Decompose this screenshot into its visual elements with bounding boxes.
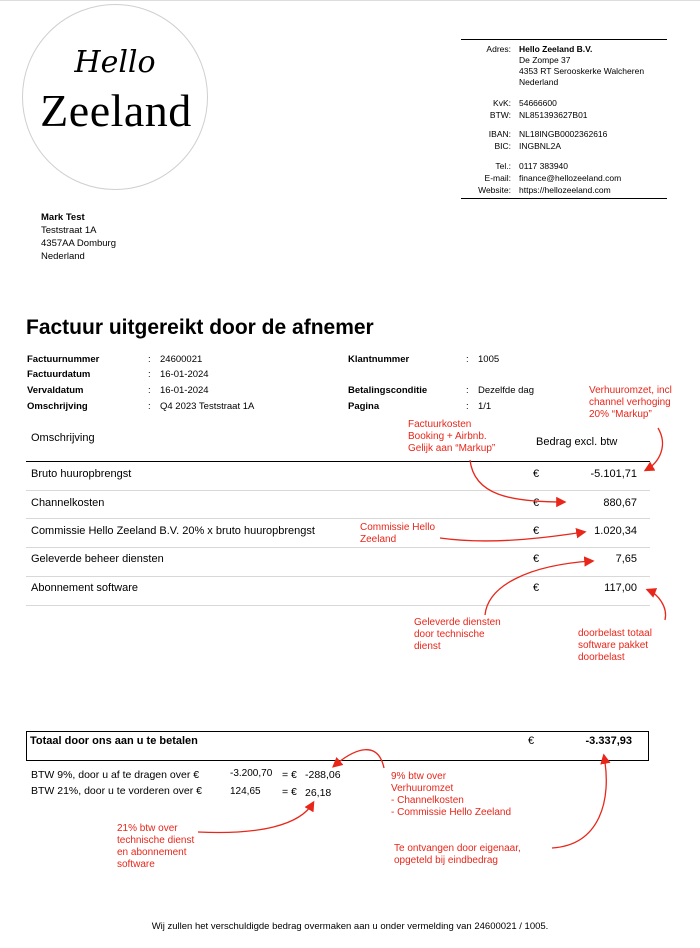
btw21-value: 26,18 xyxy=(305,787,332,799)
footer-note: Wij zullen het verschuldigde bedrag overmaken aan u onder vermelding van 24600021 / 1005. xyxy=(151,921,549,932)
annotation-geleverde: Geleverde diensten door technische dienst xyxy=(414,617,501,652)
total-currency: € xyxy=(528,735,535,747)
arrow-factuurkosten xyxy=(470,460,564,502)
pagina-label: Pagina xyxy=(348,401,380,412)
omschrijving-value: Q4 2023 Teststraat 1A xyxy=(160,401,255,412)
annotation-ontvangen: Te ontvangen door eigenaar, opgeteld bij eindbedrag xyxy=(394,843,521,866)
betalingsconditie-value: Dezelfde dag xyxy=(478,385,534,396)
company-country: Nederland xyxy=(519,77,559,87)
company-kvk: 54666600 xyxy=(519,98,557,108)
btw21-base: 124,65 xyxy=(230,786,261,797)
customer-country: Nederland xyxy=(41,251,85,262)
colon: : xyxy=(466,354,469,365)
company-name: Hello Zeeland B.V. xyxy=(519,44,593,54)
label-adres: Adres: xyxy=(486,44,511,54)
colon: : xyxy=(466,401,469,412)
btw9-base: -3.200,70 xyxy=(230,768,273,779)
row-channel-value: 880,67 xyxy=(603,497,637,509)
row-beheer-value: 7,65 xyxy=(615,553,637,565)
arrow-ontvangen xyxy=(552,756,606,848)
company-iban: NL18INGB0002362616 xyxy=(519,129,608,139)
row-bruto-value: -5.101,71 xyxy=(590,468,637,480)
annotation-btw21: 21% btw over technische dienst en abonnement software xyxy=(117,823,195,870)
btw21-label: BTW 21%, door u te vorderen over € xyxy=(31,785,202,797)
company-street: De Zompe 37 xyxy=(519,55,571,65)
pagina-value: 1/1 xyxy=(478,401,492,412)
annotation-doorbelast: doorbelast totaal software pakket doorbelast xyxy=(578,628,652,663)
arrow-verhuur xyxy=(646,428,662,470)
row-beheer-label: Geleverde beheer diensten xyxy=(31,553,164,565)
factuurnummer-label: Factuurnummer xyxy=(27,354,100,365)
label-iban: IBAN: xyxy=(488,129,511,139)
vervaldatum-value: 16-01-2024 xyxy=(160,385,209,396)
factuurnummer-value: 24600021 xyxy=(160,354,203,365)
colon: : xyxy=(148,354,151,365)
annotation-commissie: Commissie Hello Zeeland xyxy=(360,522,436,545)
klantnummer-value: 1005 xyxy=(478,354,500,365)
arrow-btw21 xyxy=(198,803,313,833)
vervaldatum-label: Vervaldatum xyxy=(27,385,84,396)
label-kvk: KvK: xyxy=(493,98,511,108)
total-value: -3.337,93 xyxy=(585,735,632,747)
col-header-description: Omschrijving xyxy=(31,432,95,444)
row-beheer-currency: € xyxy=(533,553,540,565)
btw9-label: BTW 9%, door u af te dragen over € xyxy=(31,769,200,781)
row-software-label: Abonnement software xyxy=(31,582,139,594)
company-city: 4353 RT Serooskerke Walcheren xyxy=(519,66,645,76)
label-bic: BIC: xyxy=(494,141,511,151)
row-bruto-label: Bruto huuropbrengst xyxy=(31,468,132,480)
row-commissie-label: Commissie Hello Zeeland B.V. 20% x bruto huuropbrengst xyxy=(31,525,315,537)
row-commissie-value: 1.020,34 xyxy=(594,525,637,537)
customer-city: 4357AA Domburg xyxy=(41,238,116,249)
customer-street: Teststraat 1A xyxy=(41,225,97,236)
colon: : xyxy=(148,369,151,380)
factuurdatum-label: Factuurdatum xyxy=(27,369,91,380)
row-commissie-currency: € xyxy=(533,525,540,537)
betalingsconditie-label: Betalingsconditie xyxy=(348,385,428,396)
colon: : xyxy=(466,385,469,396)
arrow-btw9 xyxy=(334,750,384,768)
company-website[interactable]: https://hellozeeland.com xyxy=(519,185,611,195)
colon: : xyxy=(148,385,151,396)
arrow-commissie xyxy=(440,532,584,541)
invoice-title: Factuur uitgereikt door de afnemer xyxy=(26,316,374,339)
omschrijving-label: Omschrijving xyxy=(27,401,88,412)
colon: : xyxy=(148,401,151,412)
label-email: E-mail: xyxy=(484,173,511,183)
label-btw: BTW: xyxy=(489,110,511,120)
row-channel-currency: € xyxy=(533,497,540,509)
btw9-value: -288,06 xyxy=(305,769,341,781)
btw21-eq: = € xyxy=(282,786,297,798)
row-software-currency: € xyxy=(533,582,540,594)
row-bruto-currency: € xyxy=(533,468,540,480)
annotation-btw9: 9% btw over Verhuuromzet - Channelkosten - Commissie Hello Zeeland xyxy=(391,771,512,818)
arrow-geleverde xyxy=(485,561,592,615)
label-website: Website: xyxy=(478,185,511,195)
col-header-amount: Bedrag excl. btw xyxy=(536,436,618,448)
klantnummer-label: Klantnummer xyxy=(348,354,410,365)
label-tel: Tel.: xyxy=(495,161,511,171)
company-btw: NL851393627B01 xyxy=(519,110,588,120)
logo-zeeland-text: Zeeland xyxy=(40,85,192,136)
total-label: Totaal door ons aan u te betalen xyxy=(30,735,198,747)
row-channel-label: Channelkosten xyxy=(31,497,105,509)
customer-name: Mark Test xyxy=(41,212,85,223)
annotation-verhuuromzet: Verhuuromzet, incl channel verhoging 20% “Markup” xyxy=(589,385,672,420)
arrow-doorbelast xyxy=(648,590,666,620)
company-tel: 0117 383940 xyxy=(519,161,569,171)
annotation-factuurkosten: Factuurkosten Booking + Airbnb. Gelijk aan “Markup” xyxy=(408,419,496,454)
factuurdatum-value: 16-01-2024 xyxy=(160,369,209,380)
company-email[interactable]: finance@hellozeeland.com xyxy=(519,173,622,183)
company-bic: INGBNL2A xyxy=(519,141,562,151)
logo-hello-text: Hello xyxy=(74,45,156,80)
row-software-value: 117,00 xyxy=(604,582,637,594)
btw9-eq: = € xyxy=(282,769,297,781)
